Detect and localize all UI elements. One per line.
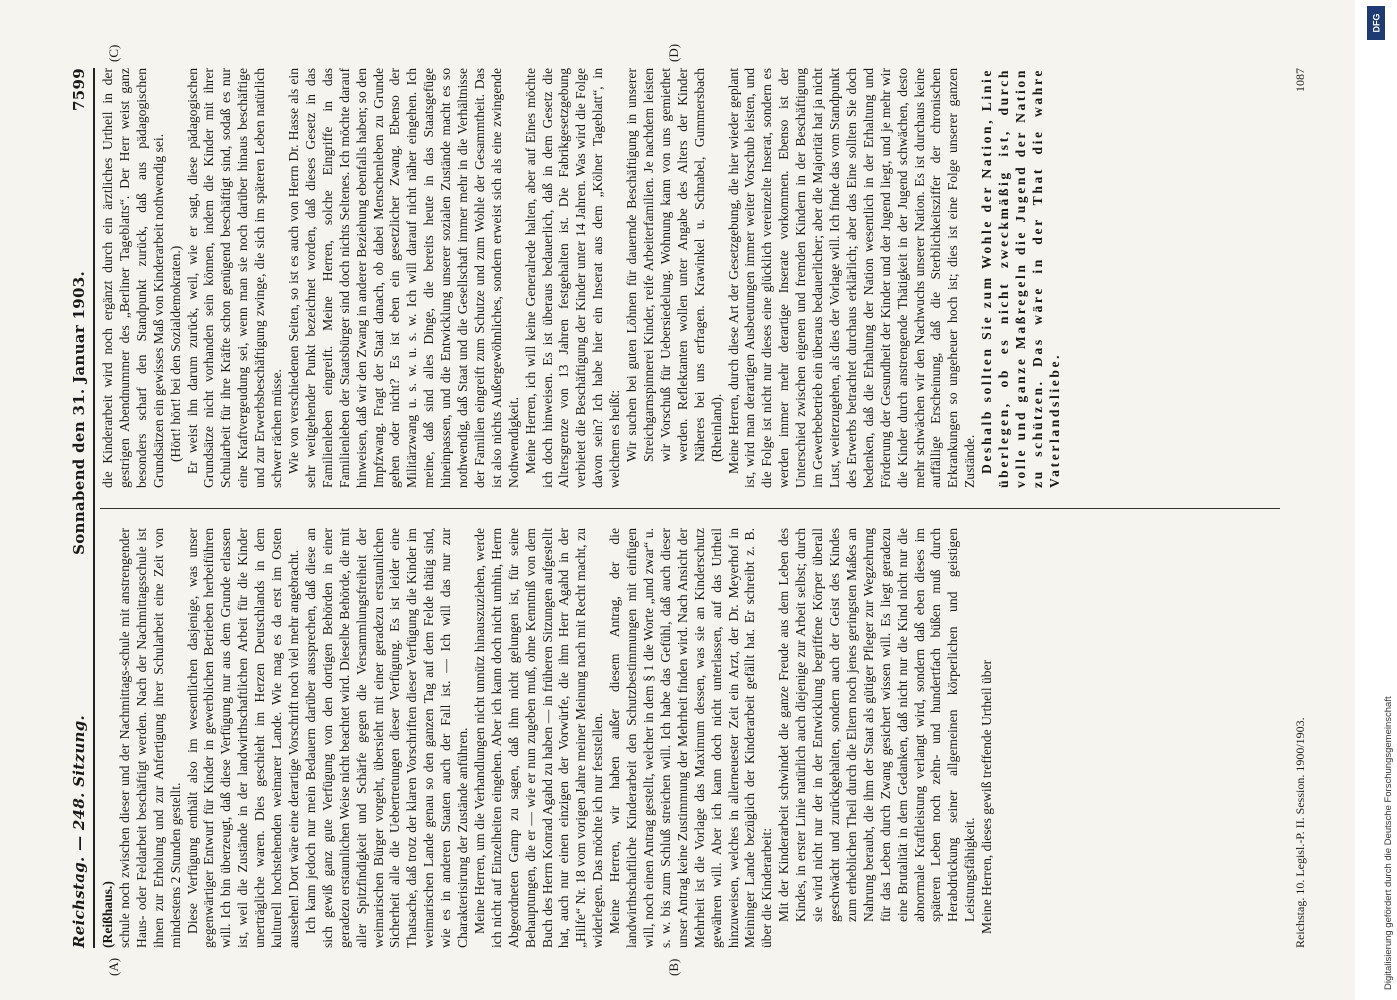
footer-right: 1087 — [1292, 68, 1307, 92]
paragraph: Meine Herren, durch diese Art der Gesetzgebung, die hier wieder geplant ist, wird man derartigen Ausbeutungen immer weiter Vorschub leisten, und die Folge ist nicht nur dieses eine glücklich vereinzelte Inserat, sondern es werden immer mehr derartige Inserate vorkommen. Ebenso ist der Unterschied zwischen eigenen und fremden Kindern in der Beschäftigung im Gewerbebetrieb ein überaus bedauerlicher; aber die Majorität hat ja nicht Lust, weiterzugehen, als dies der Vorlage will. Ich finde das vom Standpunkt des Erwerbs betrachtet durchaus erklärlich; aber das Eine sollten Sie doch bedenken, daß die Erhaltung der Nation wesentlich in der Erhaltung und Förderung der Gesundheit der Kinder und der Jugend liegt, und je mehr wir die Kinder durch anstrengende Thätigkeit in der Jugend schwächen, desto mehr schwächen wir den Nachwuchs unserer Nation. Es ist durchaus keine auffällige Erscheinung, daß die Sterblichkeitsziffer der chronischen Erkrankungen so ungeheuer hoch ist; dies ist eine Folge unserer ganzen Zustände. — [725, 68, 978, 488]
interjection: (Hört! hört! bei den Sozialdemokraten.) — [167, 245, 183, 462]
credit-text: Digitalisierung gefördert durch die Deutsche Forschungsgemeinschaft — [1383, 696, 1394, 990]
margin-mark-b: (B) — [666, 958, 681, 976]
page-header — [66, 68, 92, 948]
column-divider — [100, 508, 1280, 509]
page-footer — [1290, 68, 1310, 948]
rotated-page-content — [66, 43, 1366, 976]
margin-mark-a: (A) — [106, 957, 121, 976]
paragraph: Er weist ihn darum zurück, weil, wie er sagt, diese pädagogischen Grundsätze nicht vorhanden sein können, indem die Kinder mit ihrer Schularbeit für ihre Kräfte schon genügend beschäftigt sind, sodaß es nur eine Kraftvergeudung sei, wenn man sie noch darüber hinaus beschäftige und zur Erwerbsbeschäftigung zwinge, die sich im späteren Leben natürlich schwer rächen müsse. — [184, 68, 285, 488]
margin-mark-c: (C) — [106, 44, 121, 62]
paragraph: Diese Verfügung enthält also im wesentlichen dasjenige, was unser gegenwärtiger Entwurf für Kinder in gewerblichen Betrieben herbeiführen will. Ich bin überzeugt, daß diese Verfügung nur aus dem Grunde erlassen ist, weil die Zustände in der landwirthschaftlichen Arbeit für die Kinder unerträgliche waren. Dies geschieht im Herzen Deutschlands in dem kulturell hochstehenden weimarer Lande. Wie mag es da erst im Osten aussehen! Dort wäre eine derartige Vorschrift noch viel mehr angebracht. — [184, 528, 301, 948]
paragraph: Meine Herren, um die Verhandlungen nicht unnütz hinauszuziehen, werde ich nicht auf Einzelheiten eingehen. Aber ich kann doch nicht umhin, Herrn Abgeordneten Gamp zu sagen, daß ihm nicht gelungen ist, für seine Behauptungen, die er — wie er nun zugeben muß, ohne Kenntniß von dem Buch des Herrn Konrad Agahd zu haben — in früheren Sitzungen aufgestellt hat, auch nur einen einzigen der Vorwürfe, die ihm Herr Agahd in der „Hilfe“ Nr. 18 vom vorigen Jahre meiner Meinung nach mit Recht macht, zu widerlegen. Das möchte ich nur feststellen. — [471, 528, 606, 948]
paragraph: schule noch zwischen dieser und der Nachmittags-schule mit anstrengender Haus- oder Feldarbeit beschäftigt werden. Nach der Nachmittagsschule ist ihnen zur Erholung und zur Anfertigung ihrer Schularbeit eine Zeit von mindestens 2 Stunden gestellt. — [116, 528, 183, 948]
digitization-credit — [1355, 0, 1397, 1000]
paragraph: Meine Herren, wir haben außer diesem Antrag, der die landwirthschaftliche Kinderarbeit den Schutzbestimmungen mit einfügen will, noch einen Antrag gestellt, welcher in dem § 1 die Worte „und zwar“ u. s. w. bis zum Schluß streichen will. Ich habe das Gefühl, daß auch dieser unser Antrag keine Zustimmung der Mehrheit finden wird. Nach Ansicht der Mehrheit ist die Vorlage das Maximum dessen, was sie an Kinderschutz gewähren will. Aber ich kann doch nicht unterlassen, auf das Urtheil hinzuweisen, welches in allerneuester Zeit ein Arzt, der Dr. Meyerhof in Meininger Lande bezüglich der Kinderarbeit gefällt hat. Er schreibt z. B. über die Kinderarbeit: — [607, 528, 775, 948]
left-column — [100, 528, 1270, 948]
paragraph: Wie von verschiedenen Seiten, so ist es auch von Herrn Dr. Hasse als ein sehr weitgehender Punkt bezeichnet worden, daß dieses Gesetz in das Familienleben eingreift. Meine Herren, solche Eingriffe in das Familienleben der Staatsbürger sind doch nichts Seltenes. Ich möchte darauf hinweisen, daß wir den Zwang in anderer Beziehung ebenfalls haben; so den Impfzwang. Fragt der Staat danach, ob dabei Menschenleben zu Grunde gehen oder nicht? Es ist eben ein gesetzlicher Zwang. Ebenso der Militärzwang u. s. w. u. s. w. Ich will darauf nicht näher eingehen. Ich meine, daß sind alles Dinge, die bereits heute in das Staatsgefüge hineinpassen, und die Entwicklung unserer sozialen Zustände macht es so nothwendig, daß Staat und die Gesellschaft immer mehr in die Verhältnisse der Familien eingreift zum Schutze und zum Wohle der Gesammtheit. Das ist also nichts Außergewöhnliches, sondern erweist sich als eine zwingende Nothwendigkeit. — [285, 68, 521, 488]
header-rule — [93, 68, 95, 948]
running-head-speaker: (Reißhaus.) — [100, 881, 115, 948]
quotation: Mit der Kinderarbeit schwindet die ganze Freude aus dem Leben des Kindes, in erster Linie natürlich auch diejenige zur Arbeit selbst; durch sie wird nicht nur der in der Entwicklung begriffene Körper überall geschwächt und zurückgehalten, sondern auch der Geist des Kindes zum erheblichen Theil durch die Eltern noch jenes geringsten Maßes an Nahrung beraubt, die ihm der Staat als gütiger Pfleger zur Wegzehrung für das Leben durch Zwang gesichert wissen will. Es liegt geradezu eine Brutalität in dem Gedanken, daß nicht nur die Kind nicht nur die abnormale Kraftleistung verlangt wird, sondern daß eben dieses im späteren Leben noch zehn- und hundertfach büßen muß durch Herabdrückung seiner allgemeinen körperlichen und geistigen Leistungsfähigkeit. — [776, 528, 978, 922]
page-number: 7599 — [70, 68, 88, 111]
footer-left: Reichstag. 10. Legisl.-P. II. Session. 1900/1903. — [1292, 717, 1307, 948]
dfg-logo: DFG — [1367, 6, 1385, 40]
header-date: Sonnabend den 31. Januar 1903. — [70, 270, 88, 555]
closing-paragraph: Deshalb sollten Sie zum Wohle der Nation, Linie überlegen, ob es nicht zweckmäßig ist, durch volle und ganze Maßregeln die Jugend der Nation zu schützen. Das wäre in der That die wahre Vaterlandsliebe. — [979, 68, 1062, 488]
quotation: Wir suchen bei guten Löhnen für dauernde Beschäftigung in unserer Streichgarnspinnerei Kinder, reife Arbeiterfamilien. Je nachdem leisten wir Vorschuß für Uebersiedelung. Wohnung kann von uns gemiethet werden. Reflektanten wollen unter Angabe des Alters der Kinder Näheres bei uns erfragen. Krawinkel u. Schnabel, Gummersbach (Rheinland). — [624, 68, 724, 462]
paragraph: Meine Herren, ich will keine Generalrede halten, aber auf Eines möchte ich doch hinweisen. Es ist überaus bedauerlich, daß in dem Gesetz die Altersgrenze von 13 Jahren festgehalten ist. Die Fabrikgesetzgebung verbietet die Beschäftigung der Kinder unter 14 Jahren. Was wird die Folge davon sein? Ich habe hier ein Inserat aus dem „Kölner Tageblatt“, in welchem es heißt: — [522, 68, 623, 488]
right-column — [100, 68, 1270, 488]
header-left: Reichstag. — 248. Sitzung. — [70, 714, 88, 948]
margin-mark-d: (D) — [666, 43, 681, 62]
paragraph: Ich kann jedoch nur mein Bedauern darüber aussprechen, daß diese an sich gewiß ganz gute Verfügung von den dortigen Behörden in einer geradezu erstaunlichen Weise nicht beachtet wird. Dieselbe Behörde, die mit aller Spitzfindigkeit und Schärfe gegen die Versammlungsfreiheit der weimarischen Bürger vorgeht, übersieht mit einer geradezu erstaunlichen Sicherheit alle die Uebertretungen dieser Verfügung. Es ist leider eine Thatsache, daß trotz der klaren Vorschriften dieser Verfügung die Kinder im weimarischen Lande genau so den ganzen Tag auf dem Felde thätig sind, wie es in anderen Staaten auch der Fall ist. — Ich will das nur zur Charakterisirung der Zustände anführen. — [302, 528, 471, 948]
paragraph: die Kinderarbeit wird noch ergänzt durch ein ärztliches Urtheil in der gestrigen Abendnummer des „Berliner Tageblatts“. Der Herr weist ganz besonders scharf den Standpunkt zurück, daß aus pädagogischen Grundsätzen ein gewisses Maß von Kinderarbeit nothwendig sei. — [100, 68, 166, 488]
paragraph: Meine Herren, dieses gewiß treffende Urtheil über — [979, 659, 995, 934]
